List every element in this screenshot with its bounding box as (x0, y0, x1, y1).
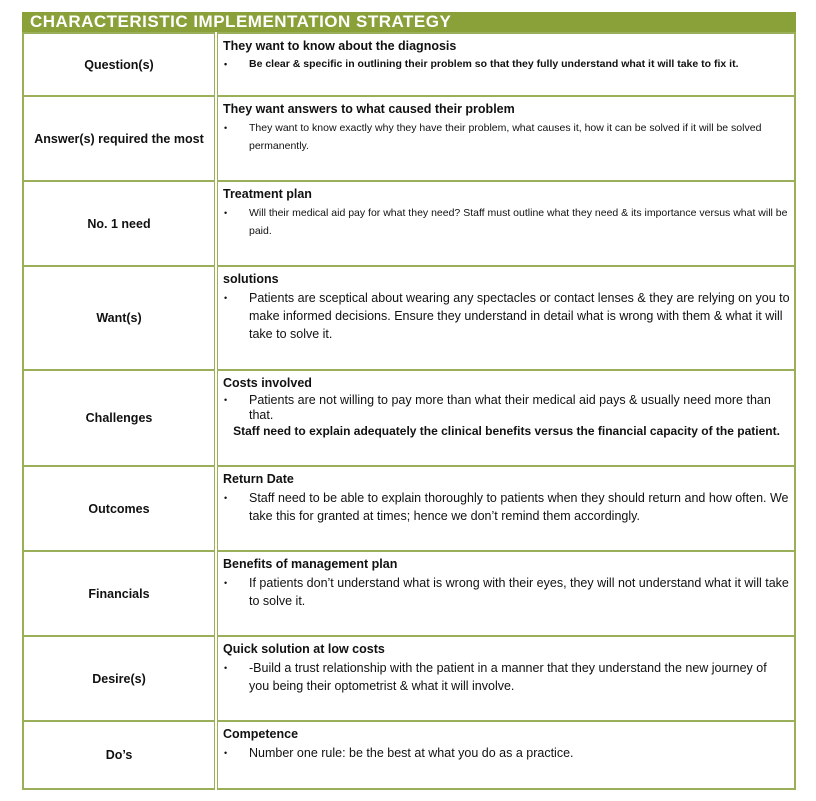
row-heading: Quick solution at low costs (223, 642, 385, 656)
row-bullet: • Patients are sceptical about wearing any spectacles or contact lenses & they are relying on you to make informed decisions. Ensure they understand in detail what is wrong with them & what it will take to solve it. (223, 289, 790, 343)
row-heading: They want answers to what caused their problem (223, 102, 515, 116)
row-note: Staff need to explain adequately the clinical benefits versus the financial capacity of the patient. (233, 424, 780, 438)
row-label: Answer(s) required the most (23, 96, 216, 181)
row-heading: Competence (223, 727, 299, 741)
row-heading: Treatment plan (223, 187, 312, 201)
row-bullet: • Be clear & specific in outlining their problem so that they fully understand what it will take to fix it. (223, 56, 790, 72)
table-row (23, 96, 795, 181)
table-row (23, 721, 795, 789)
table-row (23, 370, 795, 466)
strategy-document (22, 12, 796, 790)
row-label: Financials (23, 551, 216, 636)
row-label: Outcomes (23, 466, 216, 551)
strategy-table (22, 32, 796, 790)
row-bullet: • Patients are not willing to pay more than what their medical aid pays & usually need more than that. (223, 393, 790, 423)
row-label: Question(s) (23, 33, 216, 96)
table-row (23, 181, 795, 266)
row-heading: Benefits of management plan (223, 557, 398, 571)
table-row (23, 636, 795, 721)
table-row (23, 466, 795, 551)
row-bullet: • Will their medical aid pay for what they need? Staff must outline what they need & its importance versus what will be paid. (223, 204, 790, 240)
row-heading: solutions (223, 272, 279, 286)
row-label: Desire(s) (23, 636, 216, 721)
row-heading: Costs involved (223, 376, 312, 390)
table-row (23, 33, 795, 96)
row-bullet: • They want to know exactly why they have their problem, what causes it, how it can be solved if it will be solved permanently. (223, 119, 790, 155)
row-bullet: • -Build a trust relationship with the patient in a manner that they understand the new journey of you being their optometrist & what it will involve. (223, 659, 790, 695)
row-label: Challenges (23, 370, 216, 466)
row-heading: Return Date (223, 472, 294, 486)
row-bullet: • Staff need to be able to explain thoroughly to patients when they should return and how often. We take this for granted at times; hence we don’t remind them accordingly. (223, 489, 790, 525)
table-row (23, 551, 795, 636)
row-label: No. 1 need (23, 181, 216, 266)
row-bullet: • If patients don’t understand what is wrong with their eyes, they will not understand what it will take to solve it. (223, 574, 790, 610)
table-row (23, 266, 795, 370)
document-title: CHARACTERISTIC IMPLEMENTATION STRATEGY (22, 12, 796, 32)
row-label: Do’s (23, 721, 216, 789)
row-bullet: • Number one rule: be the best at what you do as a practice. (223, 744, 790, 762)
row-label: Want(s) (23, 266, 216, 370)
row-heading: They want to know about the diagnosis (223, 39, 457, 53)
